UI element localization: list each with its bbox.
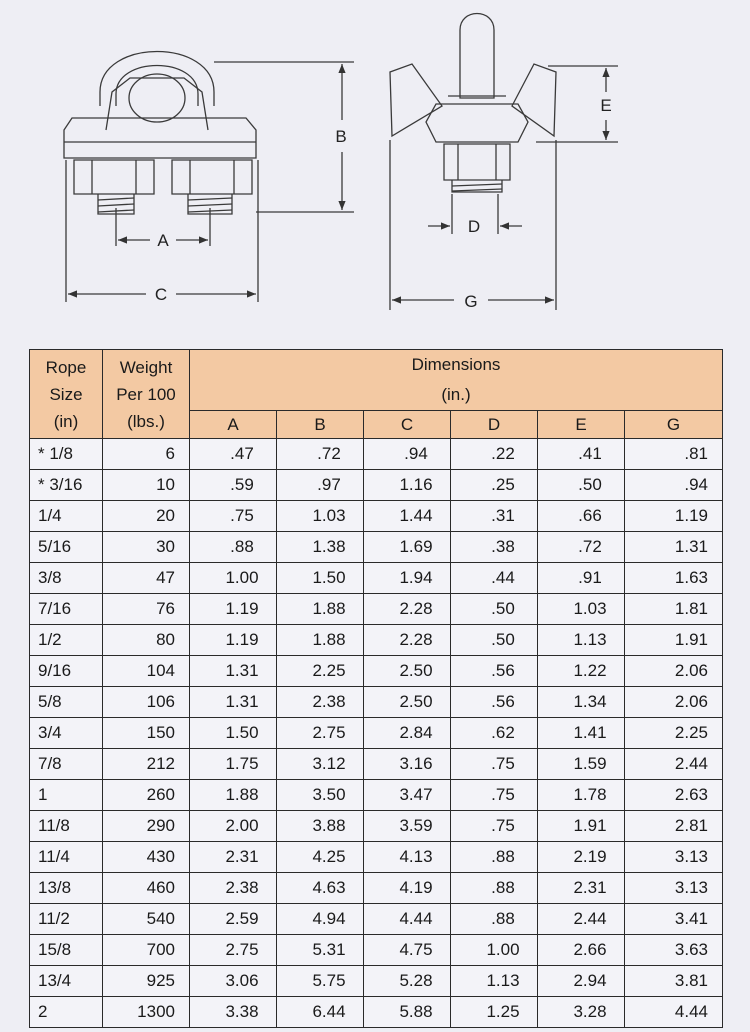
table-row	[30, 873, 723, 904]
weight-cell: 290	[103, 811, 190, 842]
dimension-cell-c: 1.16	[364, 470, 451, 501]
dimension-cell-e: .50	[538, 470, 625, 501]
dimension-cell-e: 2.31	[538, 873, 625, 904]
dimension-cell-g: 2.25	[625, 718, 723, 749]
dimension-cell-d: .38	[451, 532, 538, 563]
rope-size-cell: 11/4	[30, 842, 103, 873]
rope-size-cell: 1/2	[30, 625, 103, 656]
dim-label-b: B	[335, 127, 347, 146]
dimension-cell-b: .72	[277, 439, 364, 470]
dimension-cell-a: .47	[190, 439, 277, 470]
dim-label-a: A	[157, 231, 169, 250]
dimension-cell-c: 4.44	[364, 904, 451, 935]
table-row	[30, 780, 723, 811]
dimensions-table	[29, 349, 723, 1028]
dimension-cell-g: 1.31	[625, 532, 723, 563]
weight-cell: 76	[103, 594, 190, 625]
dimension-cell-c: 4.13	[364, 842, 451, 873]
dimension-cell-b: .97	[277, 470, 364, 501]
dimension-cell-d: 1.13	[451, 966, 538, 997]
dimension-cell-a: 2.75	[190, 935, 277, 966]
dimension-cell-a: 2.59	[190, 904, 277, 935]
dimension-cell-d: .75	[451, 749, 538, 780]
weight-cell: 925	[103, 966, 190, 997]
dimension-cell-c: 2.84	[364, 718, 451, 749]
rope-size-cell: 5/16	[30, 532, 103, 563]
dimension-cell-d: 1.00	[451, 935, 538, 966]
dimension-cell-e: .41	[538, 439, 625, 470]
dimension-cell-b: 5.75	[277, 966, 364, 997]
dimension-cell-g: 3.13	[625, 842, 723, 873]
dimension-cell-a: .75	[190, 501, 277, 532]
dimension-cell-g: 1.19	[625, 501, 723, 532]
weight-cell: 1300	[103, 997, 190, 1028]
dimension-cell-b: 3.88	[277, 811, 364, 842]
table-row	[30, 470, 723, 501]
rope-size-cell: 9/16	[30, 656, 103, 687]
dimension-cell-c: 2.28	[364, 594, 451, 625]
dimension-cell-a: 1.00	[190, 563, 277, 594]
dimension-cell-b: 1.88	[277, 625, 364, 656]
weight-cell: 30	[103, 532, 190, 563]
weight-cell: 212	[103, 749, 190, 780]
table-row	[30, 439, 723, 470]
rope-size-cell: 7/16	[30, 594, 103, 625]
dimension-cell-e: 1.22	[538, 656, 625, 687]
wire-rope-clip-diagram	[0, 0, 750, 340]
dimension-cell-d: .22	[451, 439, 538, 470]
dimension-cell-b: 1.50	[277, 563, 364, 594]
dimension-cell-d: .50	[451, 625, 538, 656]
dimension-cell-g: 3.41	[625, 904, 723, 935]
rope-size-cell: * 3/16	[30, 470, 103, 501]
dimension-cell-d: .56	[451, 687, 538, 718]
side-view-clip	[390, 14, 556, 193]
dimension-cell-d: .62	[451, 718, 538, 749]
table-row	[30, 749, 723, 780]
dimension-cell-e: 2.66	[538, 935, 625, 966]
weight-cell: 104	[103, 656, 190, 687]
column-header-a: A	[190, 411, 277, 439]
dimension-cell-c: 3.16	[364, 749, 451, 780]
dimension-cell-g: 2.06	[625, 687, 723, 718]
dimension-cell-d: .75	[451, 811, 538, 842]
dimension-cell-e: 1.34	[538, 687, 625, 718]
dimension-cell-c: 1.69	[364, 532, 451, 563]
dimension-cell-e: 1.13	[538, 625, 625, 656]
dimension-cell-a: 1.19	[190, 625, 277, 656]
dimension-cell-g: 2.06	[625, 656, 723, 687]
dimension-cell-a: 1.75	[190, 749, 277, 780]
weight-cell: 460	[103, 873, 190, 904]
table-row	[30, 904, 723, 935]
rope-size-cell: 3/8	[30, 563, 103, 594]
rope-size-cell: 5/8	[30, 687, 103, 718]
dimension-cell-a: 3.38	[190, 997, 277, 1028]
weight-cell: 80	[103, 625, 190, 656]
rope-size-cell: 7/8	[30, 749, 103, 780]
dimension-cell-b: 4.94	[277, 904, 364, 935]
dimension-cell-c: 3.47	[364, 780, 451, 811]
dimension-cell-g: 4.44	[625, 997, 723, 1028]
table-row	[30, 501, 723, 532]
dimension-cell-b: 1.03	[277, 501, 364, 532]
dimension-cell-c: 1.94	[364, 563, 451, 594]
dimension-cell-e: 1.59	[538, 749, 625, 780]
dimension-cell-g: 2.44	[625, 749, 723, 780]
dimension-cell-a: 2.31	[190, 842, 277, 873]
dimension-cell-a: 1.50	[190, 718, 277, 749]
dimension-cell-g: .94	[625, 470, 723, 501]
table-row	[30, 532, 723, 563]
dimension-cell-b: 5.31	[277, 935, 364, 966]
dimension-cell-g: 1.91	[625, 625, 723, 656]
dimension-cell-b: 6.44	[277, 997, 364, 1028]
dimension-cell-e: .91	[538, 563, 625, 594]
dimension-cell-c: 2.50	[364, 656, 451, 687]
dimension-cell-d: .88	[451, 873, 538, 904]
dimension-cell-e: 1.91	[538, 811, 625, 842]
dimension-cell-a: 1.31	[190, 687, 277, 718]
table-row	[30, 625, 723, 656]
header-dimensions: Dimensions (in.)	[190, 350, 723, 411]
rope-size-cell: 1/4	[30, 501, 103, 532]
dim-label-d: D	[467, 217, 481, 236]
table-row	[30, 842, 723, 873]
table-row	[30, 594, 723, 625]
dimension-cell-d: 1.25	[451, 997, 538, 1028]
column-header-c: C	[364, 411, 451, 439]
dimension-cell-d: .50	[451, 594, 538, 625]
weight-cell: 150	[103, 718, 190, 749]
dimension-cell-g: 1.63	[625, 563, 723, 594]
dimension-cell-d: .75	[451, 780, 538, 811]
weight-cell: 6	[103, 439, 190, 470]
table-row	[30, 563, 723, 594]
dimension-cell-a: 2.00	[190, 811, 277, 842]
dimension-cell-a: .88	[190, 532, 277, 563]
dimension-cell-e: 1.41	[538, 718, 625, 749]
rope-size-cell: 15/8	[30, 935, 103, 966]
dimension-cell-b: 1.88	[277, 594, 364, 625]
table-row	[30, 997, 723, 1028]
dimension-cell-b: 1.38	[277, 532, 364, 563]
dimension-cell-b: 2.75	[277, 718, 364, 749]
dimension-cell-e: 2.19	[538, 842, 625, 873]
table-row	[30, 656, 723, 687]
column-header-e: E	[538, 411, 625, 439]
header-rope-size: Rope Size (in)	[30, 350, 103, 439]
dimension-cell-e: 3.28	[538, 997, 625, 1028]
dimension-cell-c: 3.59	[364, 811, 451, 842]
rope-size-cell: 11/8	[30, 811, 103, 842]
weight-cell: 47	[103, 563, 190, 594]
dimension-cell-g: 3.81	[625, 966, 723, 997]
dimension-cell-b: 4.63	[277, 873, 364, 904]
column-header-d: D	[451, 411, 538, 439]
weight-cell: 106	[103, 687, 190, 718]
weight-cell: 540	[103, 904, 190, 935]
dimension-cell-e: .66	[538, 501, 625, 532]
dimension-cell-b: 2.25	[277, 656, 364, 687]
dimension-cell-g: 3.13	[625, 873, 723, 904]
rope-size-cell: 13/4	[30, 966, 103, 997]
dimension-cell-c: 5.28	[364, 966, 451, 997]
dimension-cell-a: 1.31	[190, 656, 277, 687]
dimension-cell-d: .44	[451, 563, 538, 594]
front-view-clip	[64, 52, 256, 215]
dimension-cell-g: .81	[625, 439, 723, 470]
dimension-cell-a: 1.88	[190, 780, 277, 811]
weight-cell: 430	[103, 842, 190, 873]
dimension-cell-d: .56	[451, 656, 538, 687]
dimension-cell-b: 3.12	[277, 749, 364, 780]
weight-cell: 700	[103, 935, 190, 966]
rope-size-cell: 11/2	[30, 904, 103, 935]
dimension-cell-g: 3.63	[625, 935, 723, 966]
rope-size-cell: * 1/8	[30, 439, 103, 470]
rope-size-cell: 3/4	[30, 718, 103, 749]
dimension-cell-d: .88	[451, 842, 538, 873]
dimension-cell-g: 1.81	[625, 594, 723, 625]
dimension-cell-d: .25	[451, 470, 538, 501]
table-row	[30, 966, 723, 997]
dimension-cell-e: 1.03	[538, 594, 625, 625]
dimension-cell-c: 5.88	[364, 997, 451, 1028]
dimension-cell-a: 2.38	[190, 873, 277, 904]
rope-size-cell: 13/8	[30, 873, 103, 904]
dimension-cell-e: .72	[538, 532, 625, 563]
dim-label-g: G	[464, 292, 478, 311]
dimension-cell-d: .88	[451, 904, 538, 935]
table-row	[30, 935, 723, 966]
weight-cell: 260	[103, 780, 190, 811]
rope-size-cell: 2	[30, 997, 103, 1028]
dimension-cell-a: 1.19	[190, 594, 277, 625]
dimension-cell-a: 3.06	[190, 966, 277, 997]
dim-label-e: E	[600, 96, 612, 115]
weight-cell: 20	[103, 501, 190, 532]
dimension-cell-e: 1.78	[538, 780, 625, 811]
table-row	[30, 687, 723, 718]
table-row	[30, 811, 723, 842]
dimension-cell-d: .31	[451, 501, 538, 532]
dimension-cell-c: 4.19	[364, 873, 451, 904]
dimension-cell-c: 4.75	[364, 935, 451, 966]
dimension-cell-c: 2.50	[364, 687, 451, 718]
dimension-cell-b: 4.25	[277, 842, 364, 873]
dimension-cell-g: 2.81	[625, 811, 723, 842]
column-header-g: G	[625, 411, 723, 439]
dimension-cell-b: 3.50	[277, 780, 364, 811]
dimension-cell-g: 2.63	[625, 780, 723, 811]
dim-label-c: C	[154, 285, 168, 304]
header-weight: Weight Per 100 (lbs.)	[103, 350, 190, 439]
table-row	[30, 718, 723, 749]
dimension-cell-a: .59	[190, 470, 277, 501]
dimension-cell-c: 2.28	[364, 625, 451, 656]
rope-size-cell: 1	[30, 780, 103, 811]
dimension-cell-c: 1.44	[364, 501, 451, 532]
column-header-b: B	[277, 411, 364, 439]
dimension-cell-e: 2.44	[538, 904, 625, 935]
weight-cell: 10	[103, 470, 190, 501]
dimension-cell-b: 2.38	[277, 687, 364, 718]
dimension-cell-c: .94	[364, 439, 451, 470]
dimension-cell-e: 2.94	[538, 966, 625, 997]
